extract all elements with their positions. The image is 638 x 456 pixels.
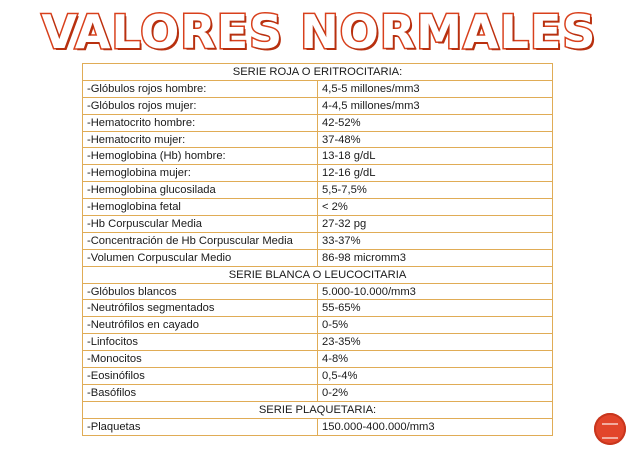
row-value: 150.000-400.000/mm3 [318, 418, 553, 435]
table-row [83, 384, 553, 401]
table-row [83, 114, 553, 131]
row-label: -Glóbulos rojos mujer: [83, 97, 318, 114]
row-value: 4,5-5 millones/mm3 [318, 80, 553, 97]
section-heading-white: SERIE BLANCA O LEUCOCITARIA [83, 266, 553, 283]
section-heading-platelets: SERIE PLAQUETARIA: [83, 401, 553, 418]
page-title: VALORES NORMALES [41, 5, 597, 59]
slide-badge-icon [594, 413, 626, 445]
row-label: -Glóbulos blancos [83, 283, 318, 300]
table-row [83, 317, 553, 334]
row-label: -Hematocrito mujer: [83, 131, 318, 148]
table-row [83, 182, 553, 199]
section-heading-red: SERIE ROJA O ERITROCITARIA: [83, 64, 553, 81]
row-label: -Basófilos [83, 384, 318, 401]
table-row [83, 216, 553, 233]
row-value: 4-4,5 millones/mm3 [318, 97, 553, 114]
row-label: -Plaquetas [83, 418, 318, 435]
row-value: 4-8% [318, 351, 553, 368]
row-label: -Hemoglobina mujer: [83, 165, 318, 182]
row-value: 13-18 g/dL [318, 148, 553, 165]
row-label: -Neutrófilos en cayado [83, 317, 318, 334]
table-row [83, 199, 553, 216]
row-label: -Hemoglobina fetal [83, 199, 318, 216]
table-row [83, 418, 553, 435]
row-value: 37-48% [318, 131, 553, 148]
table-row [83, 334, 553, 351]
table-row [83, 80, 553, 97]
table-row [83, 148, 553, 165]
section-heading-row [83, 401, 553, 418]
row-value: 0-2% [318, 384, 553, 401]
table-row [83, 249, 553, 266]
row-value: 5.000-10.000/mm3 [318, 283, 553, 300]
table-row [83, 351, 553, 368]
row-label: -Concentración de Hb Corpuscular Media [83, 232, 318, 249]
row-value: 55-65% [318, 300, 553, 317]
normal-values-table [82, 63, 553, 436]
row-label: -Hematocrito hombre: [83, 114, 318, 131]
row-value: 86-98 micromm3 [318, 249, 553, 266]
row-label: -Linfocitos [83, 334, 318, 351]
row-label: -Hemoglobina glucosilada [83, 182, 318, 199]
row-value: < 2% [318, 199, 553, 216]
row-value: 0-5% [318, 317, 553, 334]
row-value: 12-16 g/dL [318, 165, 553, 182]
table-row [83, 300, 553, 317]
row-value: 27-32 pg [318, 216, 553, 233]
row-label: -Glóbulos rojos hombre: [83, 80, 318, 97]
row-label: -Hb Corpuscular Media [83, 216, 318, 233]
table-row [83, 97, 553, 114]
row-value: 42-52% [318, 114, 553, 131]
row-label: -Monocitos [83, 351, 318, 368]
table-row [83, 165, 553, 182]
row-value: 5,5-7,5% [318, 182, 553, 199]
row-label: -Volumen Corpuscular Medio [83, 249, 318, 266]
section-heading-row [83, 266, 553, 283]
section-heading-row [83, 64, 553, 81]
row-label: -Neutrófilos segmentados [83, 300, 318, 317]
table-row [83, 131, 553, 148]
row-label: -Hemoglobina (Hb) hombre: [83, 148, 318, 165]
row-value: 23-35% [318, 334, 553, 351]
row-value: 33-37% [318, 232, 553, 249]
row-value: 0,5-4% [318, 368, 553, 385]
table-row [83, 283, 553, 300]
row-label: -Eosinófilos [83, 368, 318, 385]
table-row [83, 232, 553, 249]
table-row [83, 368, 553, 385]
